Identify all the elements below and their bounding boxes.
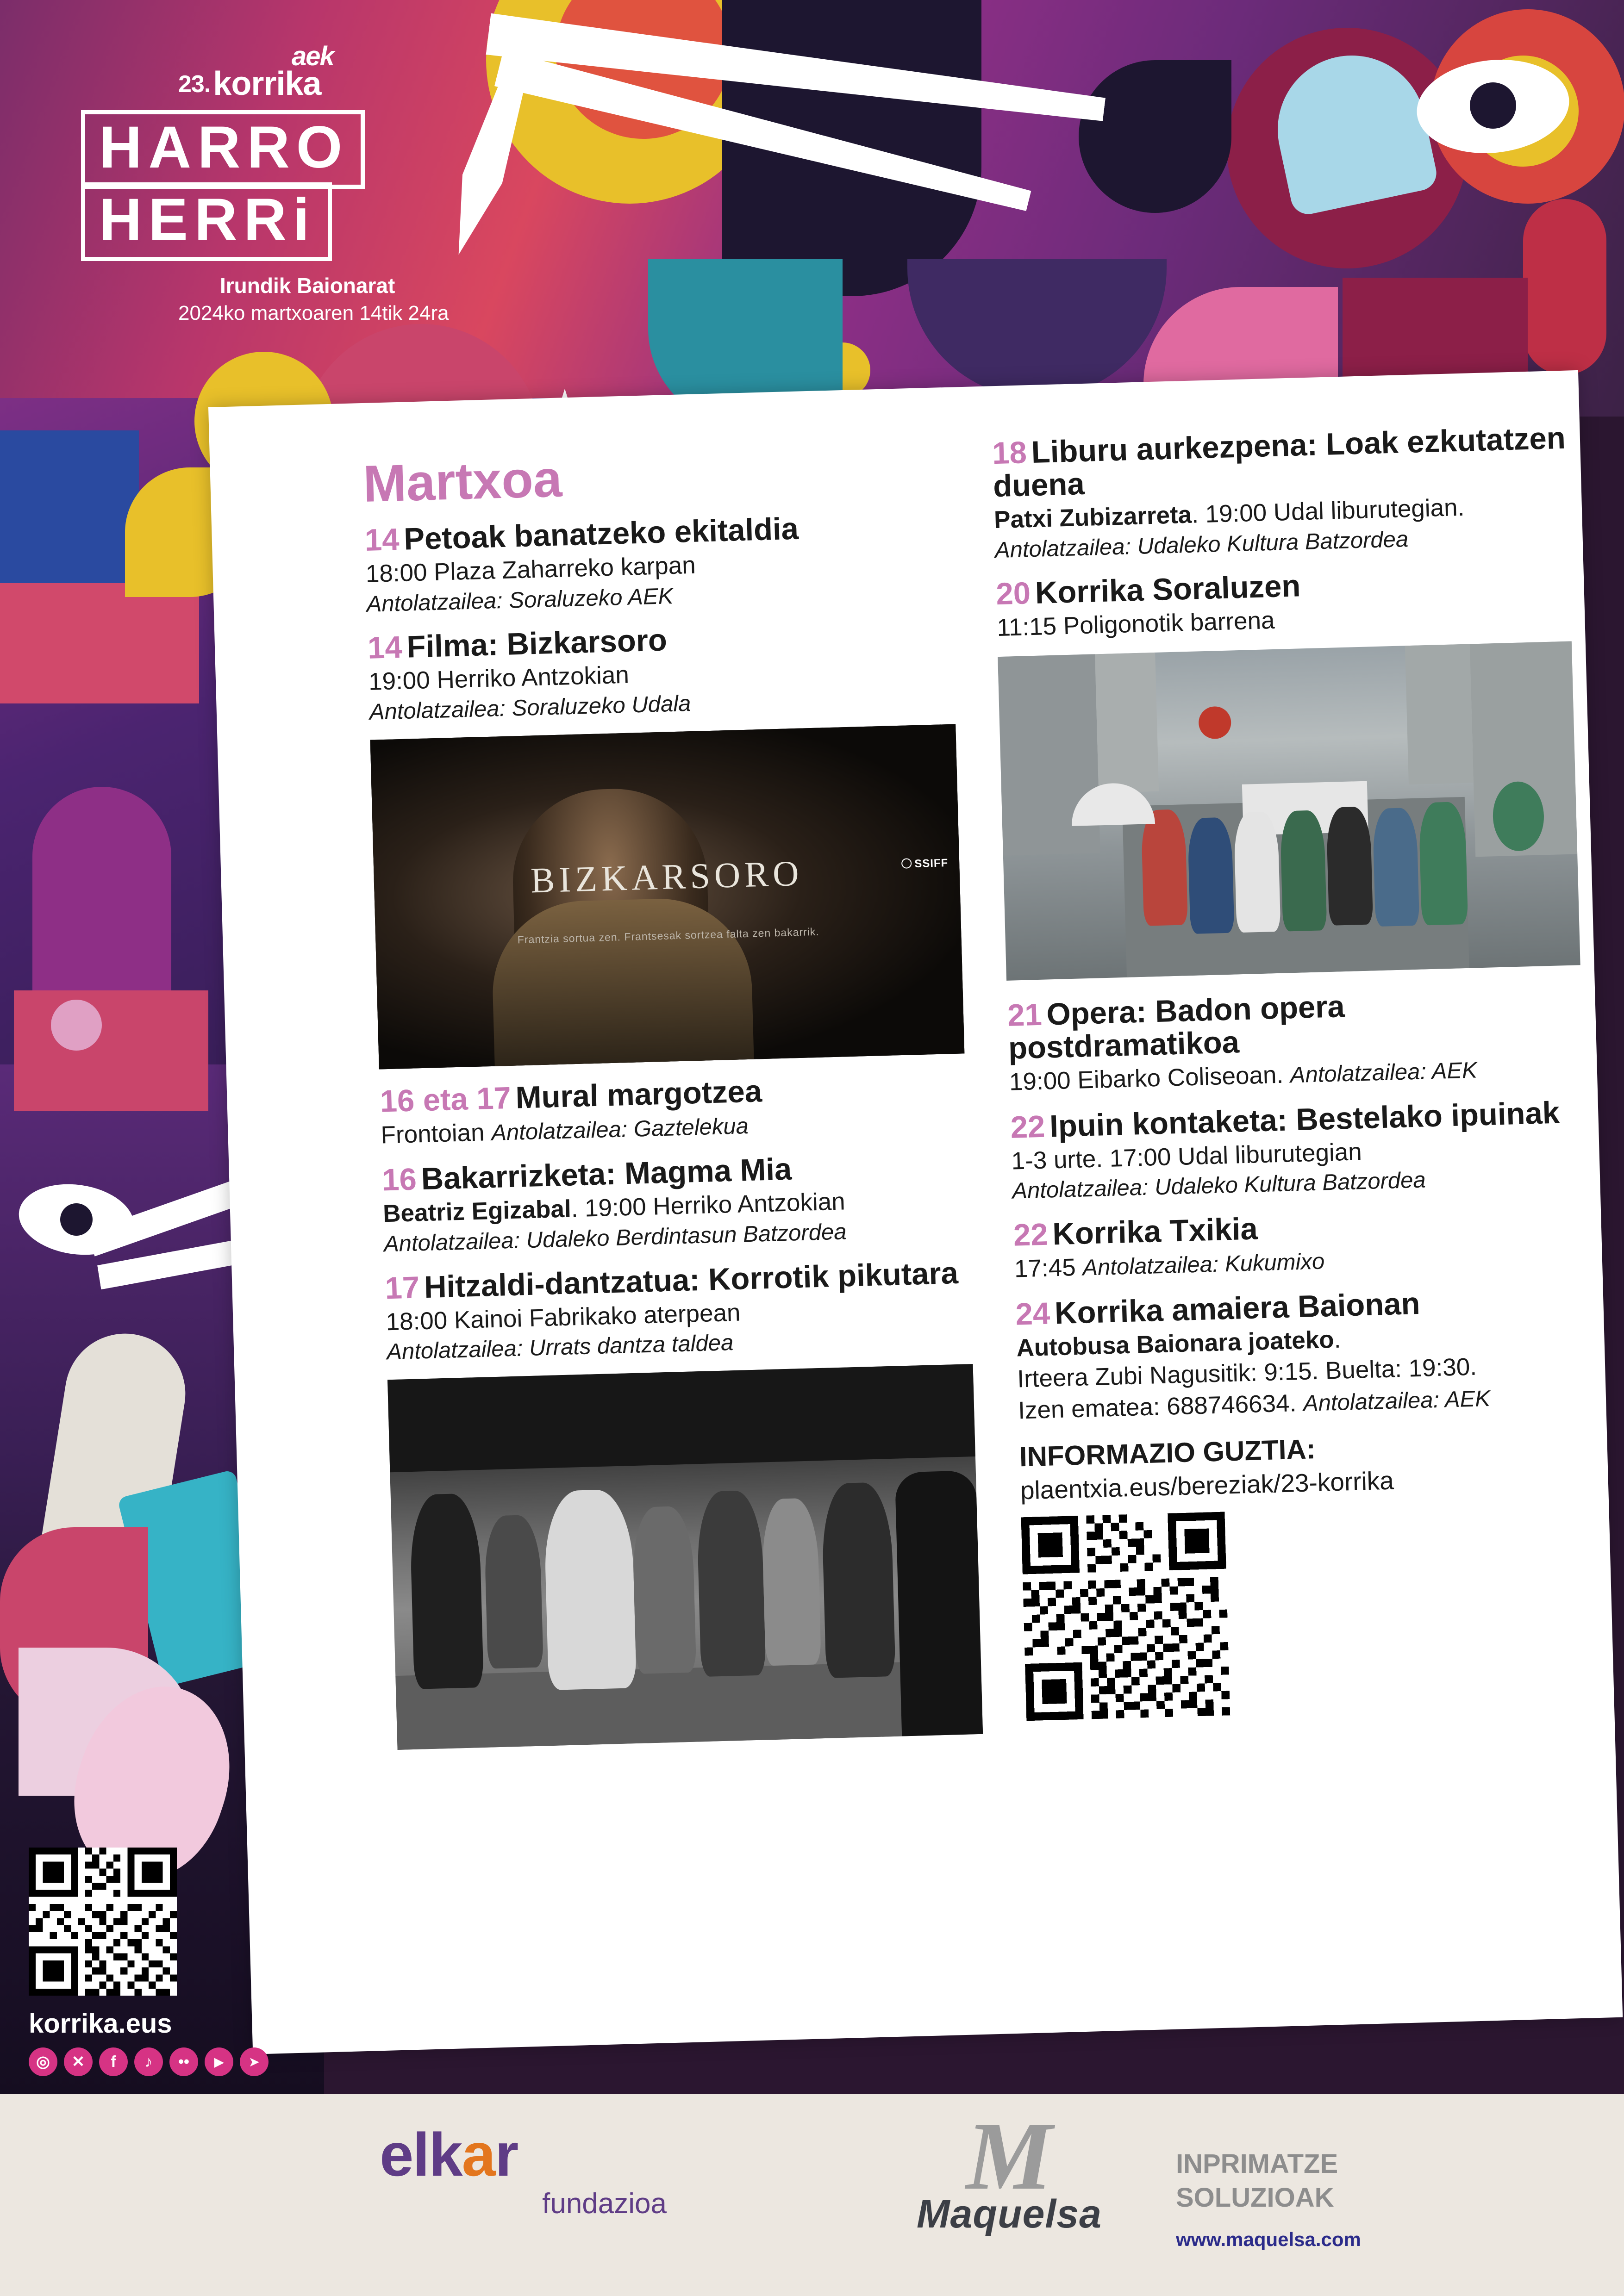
event-detail: Beatriz Egizabal. 19:00 Herriko Antzokian xyxy=(382,1188,846,1228)
photo-figure xyxy=(761,1498,821,1666)
event-detail-line3: Izen ematea: 688746634. Antolatzailea: AEK xyxy=(1018,1386,1491,1425)
aek-logo: aek xyxy=(292,41,334,71)
event-title: Bakarrizketa: Magma Mia xyxy=(420,1151,793,1197)
film-title: BIZKARSORO xyxy=(530,852,804,901)
right-column xyxy=(992,422,1600,1724)
film-tagline: Frantzia sortua zen. Frantsesak sortzea falta zen bakarrik. xyxy=(517,925,820,946)
event-title: Mural margotzea xyxy=(515,1074,762,1115)
event-title: Opera: Badon opera postdramatikoa xyxy=(1008,989,1345,1066)
art-circle xyxy=(51,1000,102,1051)
event-detail: 1-3 urte. 17:00 Udal liburutegian xyxy=(1011,1138,1362,1175)
event-item xyxy=(364,508,952,618)
maquelsa-logo xyxy=(866,2103,1153,2237)
header-subtitle: Irundik Baionarat xyxy=(220,274,395,298)
event-organizer: Antolatzailea: Kukumixo xyxy=(1082,1249,1325,1281)
event-day: 16 eta 17 xyxy=(379,1080,512,1119)
event-item xyxy=(367,616,955,726)
ekar-letter-a: a xyxy=(462,2121,495,2189)
photo-figure xyxy=(543,1489,637,1690)
ssiff-badge: SSIFF xyxy=(901,857,949,871)
event-day: 21 xyxy=(1007,997,1043,1033)
programme-sheet xyxy=(208,370,1623,2054)
event-item xyxy=(1007,983,1583,1097)
event-organizer: Antolatzailea: AEK xyxy=(1303,1386,1491,1416)
dance-photo xyxy=(387,1364,983,1750)
photo-figure xyxy=(696,1490,766,1677)
art-shape xyxy=(395,1660,983,1750)
korrika-header-logo xyxy=(81,41,525,325)
event-title: Korrika Soraluzen xyxy=(1035,568,1301,611)
edition-number: 23. xyxy=(178,71,211,98)
title-line-harro: HARRO xyxy=(81,110,365,189)
photo-runner xyxy=(1280,810,1327,931)
event-performer: Beatriz Egizabal xyxy=(382,1195,572,1228)
event-title: Liburu aurkezpena: Loak ezkutatzen duena xyxy=(993,420,1566,504)
photo-runner xyxy=(1187,817,1235,934)
korrika-race-photo xyxy=(998,641,1580,981)
ekar-letter-r: r xyxy=(494,2121,518,2189)
photo-runner xyxy=(1233,811,1280,933)
photo-runner xyxy=(1418,802,1468,926)
art-shape xyxy=(490,896,754,1070)
event-day: 16 xyxy=(381,1162,417,1198)
event-highlight: Autobusa Baionara joateko xyxy=(1016,1325,1335,1362)
event-organizer: Antolatzailea: Soraluzeko AEK xyxy=(366,583,674,617)
flickr-icon[interactable]: •• xyxy=(169,2047,198,2076)
event-organizer: Antolatzailea: Soraluzeko Udala xyxy=(369,691,692,725)
art-eye-pupil xyxy=(60,1203,93,1236)
maquelsa-mark: M xyxy=(966,2103,1053,2210)
month-title: Martxoa xyxy=(362,449,563,513)
event-detail: 19:00 Eibarko Coliseoan. Antolatzailea: AEK xyxy=(1009,1058,1478,1096)
photo-figure xyxy=(409,1493,484,1689)
x-twitter-icon[interactable]: ✕ xyxy=(64,2047,93,2076)
photo-runner xyxy=(1372,808,1419,927)
social-block xyxy=(29,1848,288,2076)
ekar-fundazioa-logo xyxy=(380,2121,667,2220)
ekar-letter-e: e xyxy=(380,2121,413,2189)
photo-building xyxy=(1095,653,1159,793)
event-day: 14 xyxy=(364,522,400,558)
event-day: 24 xyxy=(1015,1296,1051,1332)
event-item xyxy=(1015,1282,1593,1425)
event-title: Korrika Txikia xyxy=(1052,1211,1258,1252)
ekar-letter-l: l xyxy=(412,2121,429,2189)
art-shape xyxy=(0,430,139,583)
event-day: 18 xyxy=(992,435,1027,471)
maquelsa-tagline-line2: SOLUZIOAK xyxy=(1176,2182,1334,2213)
header-dates: 2024ko martxoaren 14tik 24ra xyxy=(178,302,449,324)
event-organizer: Antolatzailea: Gaztelekua xyxy=(491,1113,749,1145)
event-item xyxy=(381,1148,969,1258)
event-day: 22 xyxy=(1013,1217,1049,1253)
title-line-herri: HERRi xyxy=(81,182,332,261)
event-item xyxy=(1013,1203,1588,1284)
maquelsa-tagline xyxy=(1176,2147,1338,2215)
film-poster-image xyxy=(370,724,965,1069)
photo-runner xyxy=(1326,806,1373,925)
event-title: Korrika amaiera Baionan xyxy=(1054,1286,1421,1331)
photo-figure xyxy=(632,1506,697,1674)
event-title: Hitzaldi-dantzatua: Korrotik pikutara xyxy=(424,1255,959,1305)
event-item xyxy=(385,1256,973,1366)
event-item xyxy=(996,562,1571,643)
korrika-wordmark xyxy=(178,65,525,103)
event-day: 22 xyxy=(1010,1109,1046,1145)
event-day: 20 xyxy=(995,576,1031,612)
event-day: 14 xyxy=(367,630,403,666)
event-organizer: Antolatzailea: Udaleko Kultura Batzordea xyxy=(994,526,1409,563)
sponsor-band xyxy=(0,2094,1624,2296)
ekar-wordmark xyxy=(380,2121,667,2189)
event-organizer: Antolatzailea: Udaleko Kultura Batzordea xyxy=(1012,1167,1426,1204)
telegram-icon[interactable]: ➤ xyxy=(240,2047,269,2076)
info-title: INFORMAZIO GUZTIA: xyxy=(1019,1433,1316,1473)
art-eye-pupil xyxy=(1470,82,1516,129)
event-detail: Patxi Zubizarreta. 19:00 Udal liburutegian. xyxy=(993,493,1465,534)
photo-sign xyxy=(1198,706,1231,740)
qr-code-plaentxia[interactable] xyxy=(1021,1512,1230,1721)
maquelsa-url[interactable]: www.maquelsa.com xyxy=(1176,2228,1361,2250)
event-detail: 17:45 Antolatzailea: Kukumixo xyxy=(1014,1249,1325,1283)
facebook-icon[interactable]: f xyxy=(99,2047,128,2076)
social-icons-row xyxy=(29,2047,288,2076)
event-detail: 18:00 Plaza Zaharreko karpan xyxy=(365,551,696,588)
left-column xyxy=(362,438,983,1750)
event-title: Filma: Bizkarsoro xyxy=(406,622,668,665)
ekar-letter-k: k xyxy=(429,2121,462,2189)
event-title: Ipuin kontaketa: Bestelako ipuinak xyxy=(1049,1095,1560,1144)
event-heading xyxy=(1007,983,1582,1065)
art-shape xyxy=(14,990,208,1111)
event-item xyxy=(380,1069,967,1150)
event-performer: Patxi Zubizarreta xyxy=(993,501,1192,534)
info-url[interactable]: plaentxia.eus/bereziak/23-korrika xyxy=(1020,1466,1394,1505)
event-detail: Autobusa Baionara joateko. xyxy=(1016,1325,1342,1362)
event-detail: Frontoian Antolatzailea: Gaztelekua xyxy=(380,1113,749,1149)
event-detail: 19:00 Herriko Antzokian xyxy=(368,661,630,696)
event-title: Petoak banatzeko ekitaldia xyxy=(403,511,799,557)
event-detail-line2: Irteera Zubi Nagusitik: 9:15. Buelta: 19:30. xyxy=(1017,1353,1477,1393)
qr-code-korrika[interactable] xyxy=(29,1848,177,1996)
event-item xyxy=(1010,1095,1587,1205)
event-organizer: Antolatzailea: Udaleko Berdintasun Batzordea xyxy=(383,1219,847,1257)
korrika-word: korrika xyxy=(213,65,321,102)
event-day: 17 xyxy=(384,1270,420,1306)
tiktok-icon[interactable]: ♪ xyxy=(134,2047,163,2076)
event-organizer: Antolatzailea: Urrats dantza taldea xyxy=(386,1330,734,1365)
event-item xyxy=(992,422,1569,564)
event-organizer: Antolatzailea: AEK xyxy=(1290,1058,1478,1088)
maquelsa-wordmark: Maquelsa xyxy=(917,2191,1102,2236)
event-detail: 18:00 Kainoi Fabrikako aterpean xyxy=(385,1299,741,1336)
photo-figure xyxy=(895,1470,983,1736)
art-circle xyxy=(1523,199,1606,375)
event-heading xyxy=(992,422,1567,503)
art-shape xyxy=(1079,60,1231,213)
youtube-icon[interactable]: ▶ xyxy=(205,2047,233,2076)
event-detail: 11:15 Poligonotik barrena xyxy=(996,607,1275,642)
korrika-website[interactable]: korrika.eus xyxy=(29,2009,172,2039)
art-shape xyxy=(387,1364,975,1472)
photo-figure xyxy=(821,1482,895,1678)
photo-figure xyxy=(484,1515,543,1669)
photo-building xyxy=(1405,644,1474,785)
maquelsa-tagline-line1: INPRIMATZE xyxy=(1176,2149,1338,2179)
ekar-subtitle: fundazioa xyxy=(542,2188,667,2220)
photo-runner xyxy=(1141,809,1188,926)
instagram-icon[interactable]: ◎ xyxy=(29,2047,57,2076)
